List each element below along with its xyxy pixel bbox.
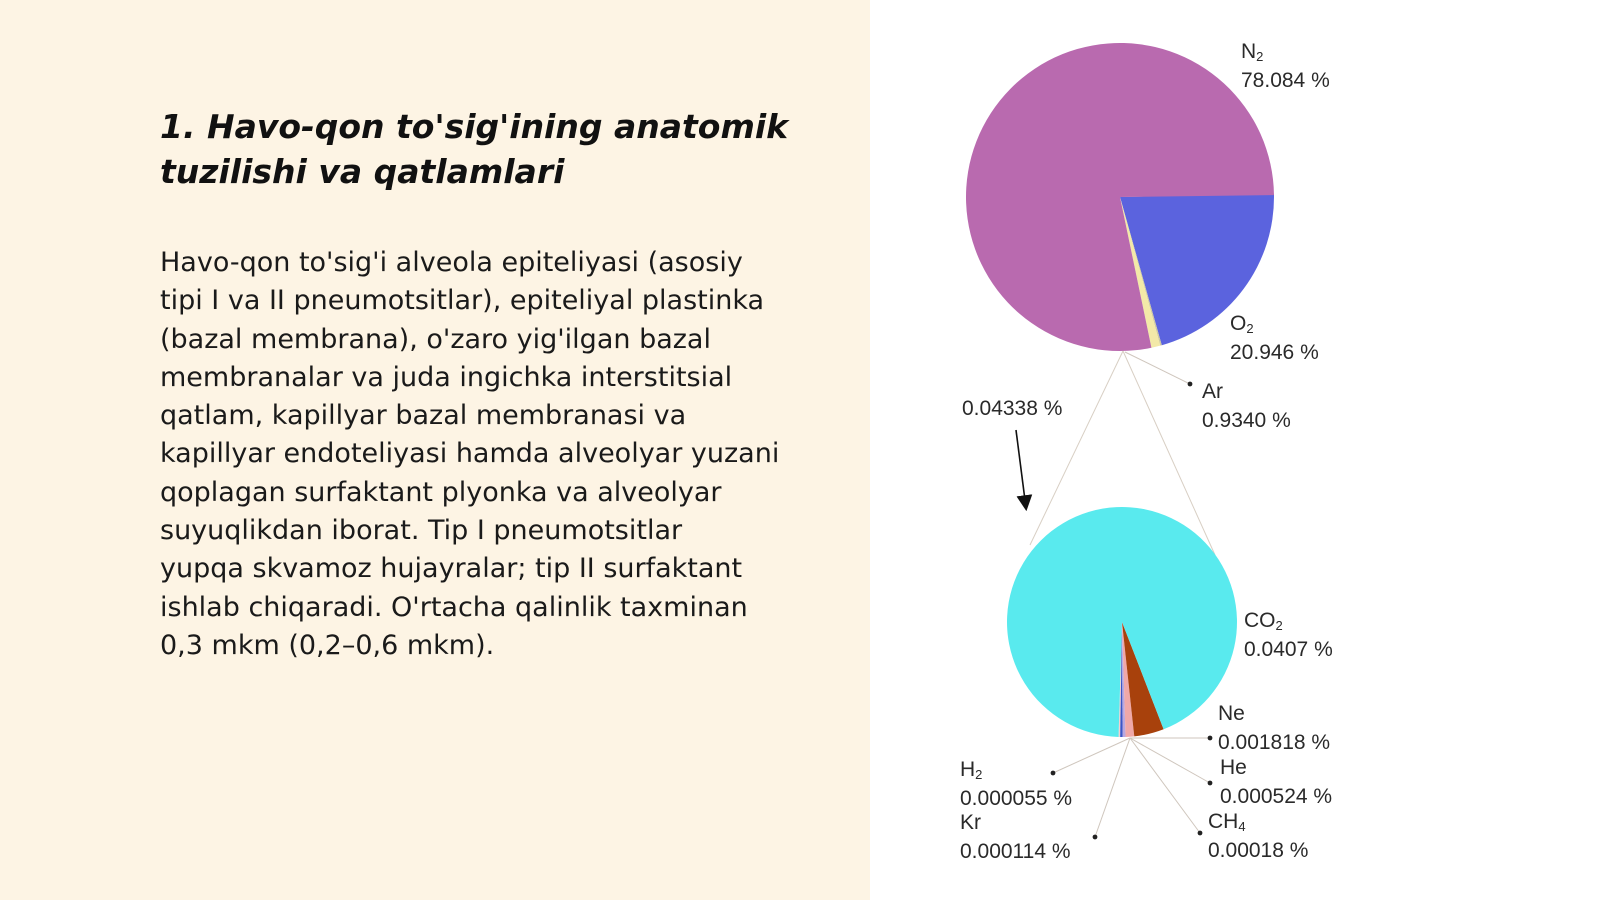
body-line: kapillyar endoteliyasi hamda alveolyar yuzani [160,438,780,470]
body-line: yupqa skvamoz hujayralar; tip II surfaktant [160,553,743,585]
leader-ne-dot [1208,736,1213,741]
label-kr-name: Kr [960,811,981,834]
label-h2-value: 0.000055 % [960,787,1073,810]
leader-h2 [1053,738,1130,773]
label-ne-name: Ne [1218,702,1245,725]
body-line: qoplagan surfaktant plyonka va alveolyar [160,476,722,508]
label-ne-value: 0.001818 % [1218,731,1331,754]
body-line: qatlam, kapillyar bazal membranasi va [160,400,687,432]
body-line: tipi I va II pneumotsitlar), epiteliyal plastinka [160,285,765,317]
label-he-name: He [1220,756,1247,779]
label-h2-name: H2 [960,758,983,782]
leader-h2-dot [1051,771,1056,776]
body-line: (bazal membrana), o'zaro yig'ilgan bazal [160,323,711,355]
label-ch4-name: CH4 [1208,810,1246,834]
body-line: membranalar va juda ingichka interstitsial [160,361,733,393]
air-composition-chart [870,0,1600,900]
label-co2-value: 0.0407 % [1244,638,1333,661]
label-n2-value: 78.084 % [1241,69,1330,92]
label-ar-name: Ar [1202,380,1223,403]
label-ar-value: 0.9340 % [1202,409,1291,432]
leader-he-dot [1208,781,1213,786]
main-pie [966,43,1274,351]
body-line: Havo-qon to'sig'i alveola epiteliyasi (asosiy [160,247,743,278]
body-line: suyuqlikdan iborat. Tip I pneumotsitlar [160,515,683,547]
leader-ar [1125,352,1190,384]
title-line-2: tuzilishi va qatlamlari [160,152,565,191]
annotation-arrow [1016,430,1026,508]
annotation-trace-total: 0.04338 % [962,397,1063,420]
leader-ch4 [1130,738,1200,833]
slide-body [160,244,850,665]
leader-kr [1095,738,1130,837]
leader-he [1130,738,1210,783]
title-line-1: 1. Havo-qon to'sig'ining anatomik [160,107,789,146]
body-line: 0,3 mkm (0,2–0,6 mkm). [160,629,495,661]
slide-title [160,104,840,194]
label-he-value: 0.000524 % [1220,785,1333,808]
leader-ch4-dot [1198,831,1203,836]
label-n2-name: N2 [1241,40,1264,64]
trace-gas-pie [1007,507,1237,737]
leader-ar-dot [1188,382,1193,387]
label-kr-value: 0.000114 % [960,840,1071,863]
label-o2-value: 20.946 % [1230,341,1319,364]
body-line: ishlab chiqaradi. O'rtacha qalinlik taxminan [160,591,748,623]
label-o2-name: O2 [1230,312,1254,336]
label-co2-name: CO2 [1244,609,1283,633]
label-ch4-value: 0.00018 % [1208,839,1309,862]
leader-kr-dot [1093,835,1098,840]
